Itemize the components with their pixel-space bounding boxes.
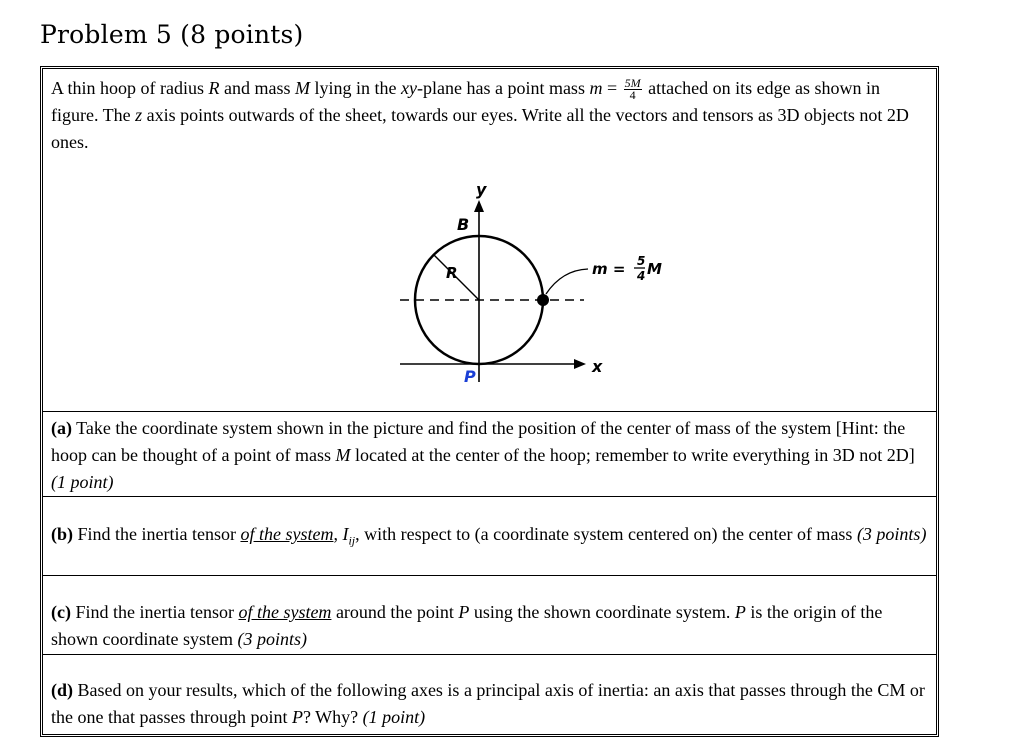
divider [43, 496, 936, 497]
y-axis-arrow [474, 200, 484, 212]
point-p-label: P [464, 367, 476, 386]
x-axis-arrow [574, 359, 586, 369]
mass-label-M: M [647, 260, 662, 278]
divider [43, 654, 936, 655]
part-c: (c) Find the inertia tensor of the system around the point P using the shown coordinate system. P is the origin of the shown coordinate system (3 points) [51, 602, 883, 649]
mass-fraction: $\frac{5M}{4}$ [624, 76, 641, 103]
y-axis-label: y [476, 180, 487, 199]
intro-paragraph: A thin hoop of radius R and mass M lying in the xy-plane has a point mass m = $\frac{5M}{4}$ attached on its edge as shown in figure. The z axis points outwards of the sheet, towards our eyes. Write all the vectors and tensors as 3D objects not 2D ones. [51, 76, 909, 152]
part-d: (d) Based on your results, which of the following axes is a principal axis of inertia: an axis that passes through the CM or the one that passes through point P? Why? (1 point) [51, 680, 925, 727]
x-axis-label: x [592, 357, 603, 376]
hoop-figure [348, 174, 668, 394]
problem-box [40, 66, 939, 737]
point-b-label: B [457, 215, 470, 234]
mass-label-m: m = [592, 260, 626, 278]
part-b: (b) Find the inertia tensor of the system, $I_{ij}$, with respect to (a coordinate system centered on) the center of mass (3 points) [51, 524, 927, 548]
mass-label-den: 4 [637, 269, 646, 283]
divider [43, 411, 936, 412]
mass-label-num: 5 [637, 254, 646, 268]
part-a: (a) Take the coordinate system shown in the picture and find the position of the center of mass of the system [Hint: the hoop can be thought of a point of mass M located at the center of the hoop; remember to write everything in 3D not 2D] (1 point) [51, 418, 915, 492]
point-mass-dot [537, 294, 549, 306]
divider [43, 575, 936, 576]
radius-label: R [446, 264, 458, 282]
mass-leader-line [546, 269, 588, 294]
problem-title: Problem 5 (8 points) [40, 20, 304, 49]
mass-label [592, 254, 662, 283]
